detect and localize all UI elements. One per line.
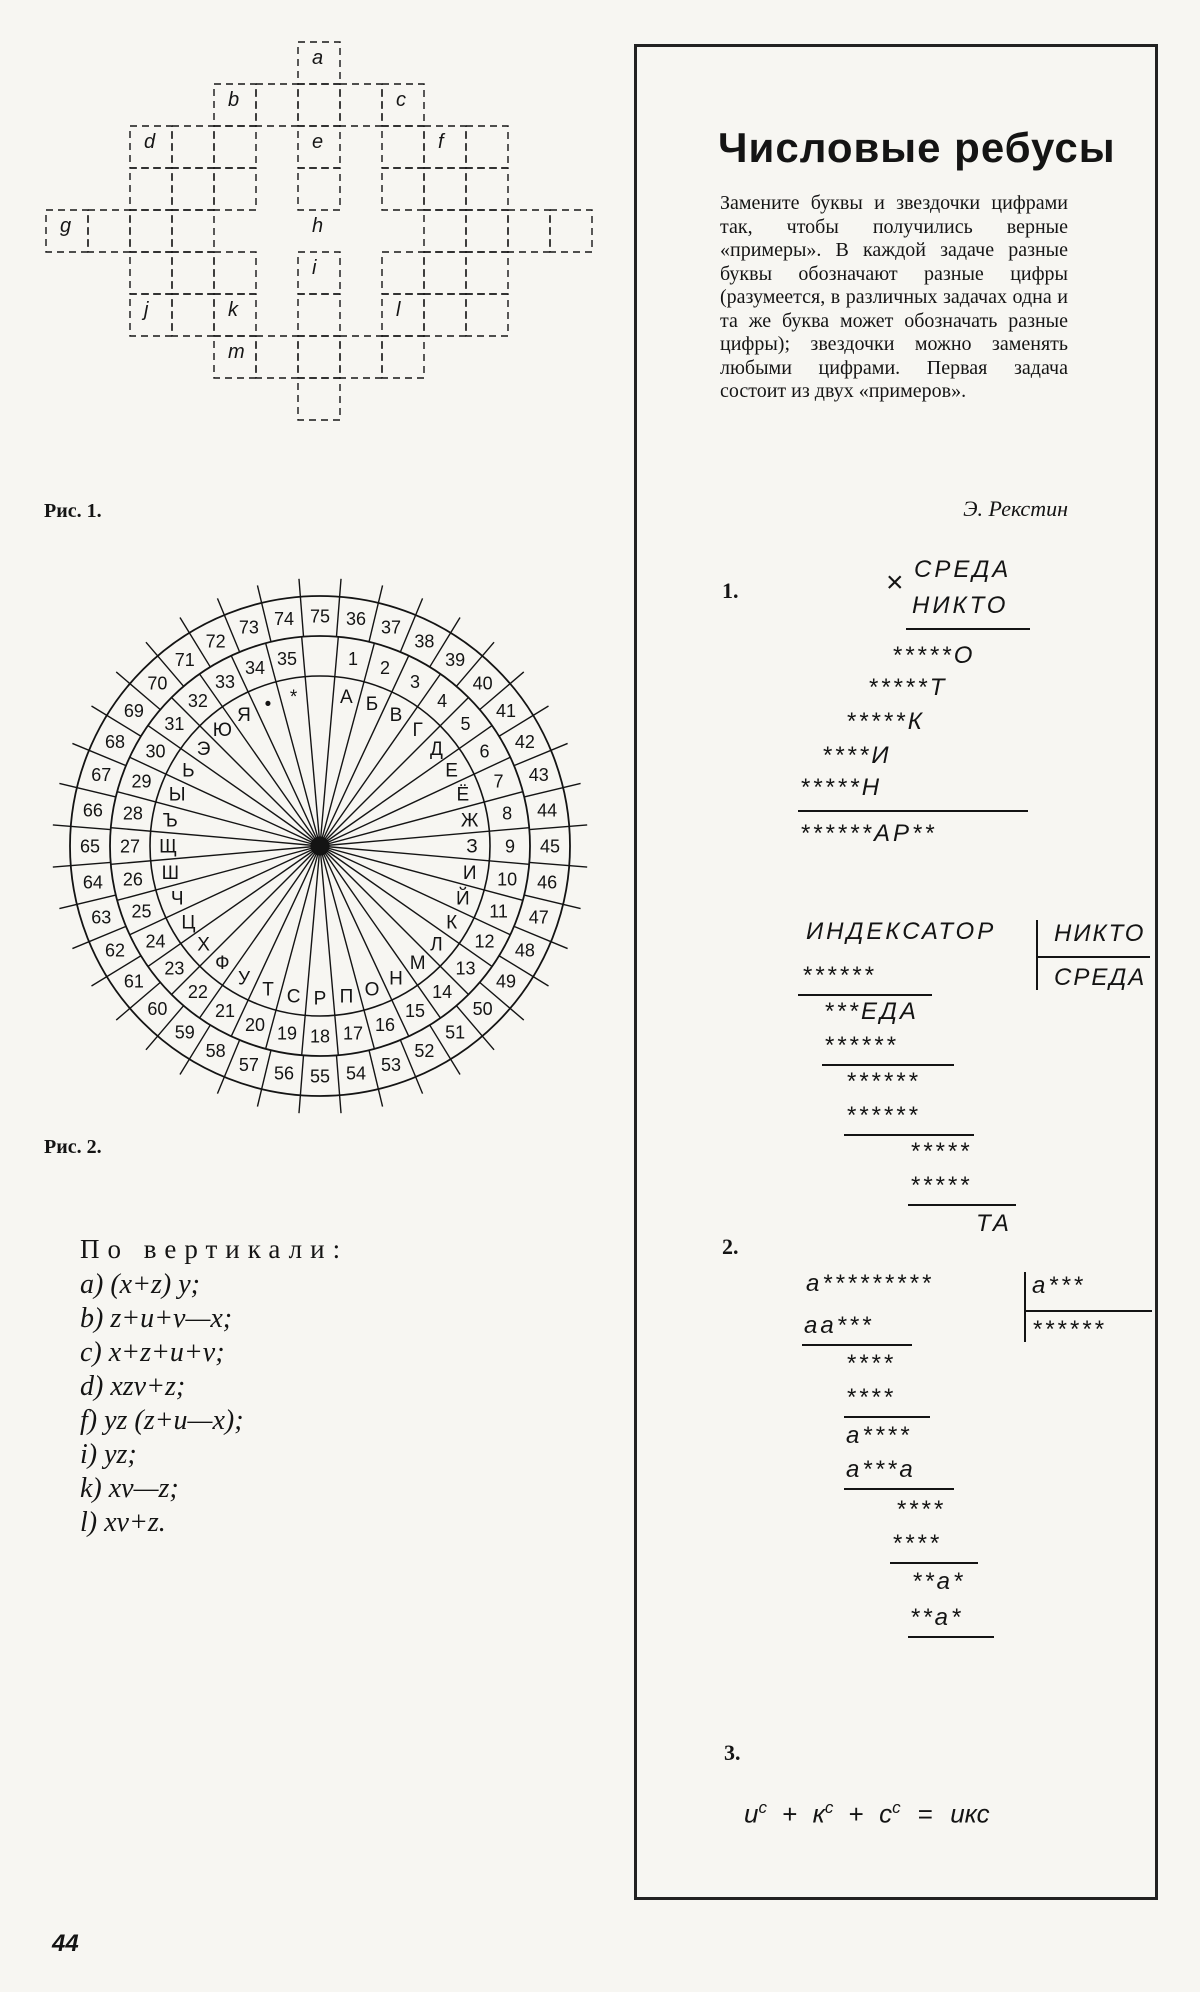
wheel-outer-number: 69	[123, 701, 144, 722]
wheel-outer-number: 50	[472, 998, 493, 1019]
wheel-letter: •	[264, 693, 272, 715]
wheel-tick	[257, 585, 271, 641]
wheel-outer-number: 53	[381, 1055, 402, 1076]
wheel-inner-number: 17	[342, 1023, 364, 1044]
clue-f: f) yz (z+u—x);	[80, 1405, 244, 1436]
wheel-spoke	[320, 671, 440, 846]
div2-row-6: ****	[896, 1496, 946, 1523]
crossword-cell-letter: f	[438, 131, 444, 153]
wheel-spoke	[200, 846, 320, 1018]
wheel-letter: Д	[430, 738, 443, 760]
crossword-cell	[382, 294, 424, 336]
clue-a: a) (x+z) y;	[80, 1269, 200, 1300]
wheel-letter: В	[389, 705, 403, 727]
term-1-base: и	[744, 1798, 759, 1829]
wheel-inner-number: 32	[187, 690, 208, 711]
div2-row-1: аа***	[804, 1312, 874, 1339]
wheel-inner-number: 27	[119, 836, 141, 857]
problem-2-number: 2.	[722, 1234, 739, 1259]
wheel-letter: Е	[445, 760, 458, 782]
problem-1-number: 1.	[722, 578, 739, 603]
mult-row-5: *****К	[846, 708, 925, 735]
wheel-inner-number: 4	[437, 690, 448, 711]
crossword-cell	[424, 210, 466, 252]
crossword-cell	[382, 126, 424, 168]
plus-sign-2: +	[848, 1798, 864, 1829]
mult-row-2: НИКТО	[912, 592, 1009, 619]
wheel-letter: К	[446, 912, 458, 934]
wheel-spoke	[231, 846, 320, 1036]
wheel-outer-number: 67	[91, 765, 112, 786]
vertical-clues	[80, 1232, 500, 1540]
wheel-spoke	[111, 828, 320, 846]
wheel-inner-number: 11	[489, 901, 508, 922]
wheel-outer-number: 36	[345, 609, 366, 630]
wheel-outer-number: 72	[205, 631, 226, 652]
div2-rule-3	[844, 1488, 954, 1490]
crossword-cell-letter: j	[144, 299, 149, 321]
wheel-spoke	[302, 637, 320, 846]
wheel-spoke	[320, 846, 409, 1036]
wheel-outer-number: 74	[274, 609, 295, 630]
wheel-letter: У	[237, 968, 251, 990]
div2-row-9: **а*	[910, 1604, 964, 1631]
wheel-outer-number: 63	[91, 907, 112, 928]
wheel-inner-number: 5	[460, 714, 471, 735]
clue-k: k) xv—z;	[80, 1473, 179, 1504]
wheel-outer-number: 42	[514, 731, 535, 752]
wheel-outer-number: 40	[472, 673, 493, 694]
div2-row-3: ****	[846, 1384, 896, 1411]
wheel-letter: Ю	[212, 720, 232, 742]
wheel-inner-number: 25	[131, 901, 152, 922]
wheel-letter: Ё	[456, 784, 470, 806]
wheel-letter: П	[339, 986, 354, 1008]
crossword-cell	[382, 168, 424, 210]
wheel-tick	[529, 825, 587, 830]
wheel-inner-number: 30	[145, 741, 166, 762]
figure-2-caption: Рис. 2.	[44, 1136, 102, 1158]
wheel-inner-number: 14	[432, 981, 453, 1002]
wheel-inner-number: 8	[502, 803, 513, 824]
wheel-inner-number: 23	[164, 958, 185, 979]
mult-row-3: *****О	[892, 642, 976, 669]
wheel-inner-number: 31	[164, 714, 185, 735]
crossword-cell	[172, 294, 214, 336]
wheel-spoke	[320, 846, 338, 1055]
wheel-spoke	[320, 637, 338, 846]
div1-bracket-h	[1036, 956, 1150, 958]
wheel-letter: Ж	[460, 810, 479, 832]
div1-remainder: ТА	[976, 1210, 1012, 1237]
crossword-cell	[424, 294, 466, 336]
crossword-cell	[424, 252, 466, 294]
div2-row-7: ****	[892, 1530, 942, 1557]
wheel-outer-number: 62	[105, 940, 126, 961]
crossword-cell-letter: e	[312, 131, 324, 153]
wheel-tick	[336, 1055, 341, 1113]
wheel-letter: Х	[197, 934, 210, 956]
term-1-exp: с	[758, 1798, 767, 1817]
wheel-inner-number: 12	[474, 931, 495, 952]
wheel-tick	[59, 783, 115, 797]
crossword-cell	[298, 378, 340, 420]
wheel-outer-number: 39	[445, 650, 466, 671]
wheel-tick	[53, 862, 111, 867]
wheel-inner-number: 10	[497, 869, 518, 890]
wheel-inner-number: 33	[214, 671, 236, 692]
wheel-letter: Г	[412, 720, 423, 742]
wheel-outer-number: 59	[174, 1022, 195, 1043]
term-2-base: к	[812, 1798, 825, 1829]
div2-rule-5	[908, 1636, 994, 1638]
wheel-outer-number: 73	[238, 617, 259, 638]
crossword-cell	[256, 84, 298, 126]
wheel-outer-number: 71	[174, 650, 195, 671]
crossword-cell	[298, 252, 340, 294]
wheel-tick	[299, 1055, 304, 1113]
wheel-spoke	[320, 656, 409, 846]
wheel-letter: Ы	[168, 784, 186, 806]
crossword-cell	[466, 210, 508, 252]
wheel-letter: Я	[237, 705, 251, 727]
wheel-spoke	[111, 846, 320, 864]
wheel-letter: Т	[262, 979, 274, 1001]
equation-rhs: икс	[950, 1798, 990, 1829]
crossword-cell	[130, 252, 172, 294]
wheel-inner-number: 20	[245, 1014, 266, 1035]
clue-b: b) z+u+v—x;	[80, 1303, 233, 1334]
wheel-outer-number: 60	[147, 998, 168, 1019]
wheel-inner-number: 28	[122, 803, 143, 824]
wheel-inner-number: 21	[214, 1000, 236, 1021]
crossword-cell	[340, 84, 382, 126]
crossword-cell	[466, 126, 508, 168]
div1-divisor: НИКТО	[1054, 920, 1146, 947]
wheel-outer-number: 66	[82, 800, 103, 821]
wheel-tick	[529, 862, 587, 867]
wheel-outer-number: 68	[105, 731, 126, 752]
crossword-cell	[172, 168, 214, 210]
crossword-cell	[88, 210, 130, 252]
wheel-spoke	[117, 792, 320, 846]
wheel-letter: О	[364, 979, 380, 1001]
wheel-letter: М	[409, 953, 426, 975]
term-2-exp: с	[824, 1798, 834, 1817]
wheel-outer-number: 54	[345, 1063, 366, 1084]
wheel-outer-number: 64	[82, 872, 103, 893]
div2-row-5: а***а	[846, 1456, 916, 1483]
wheel-inner-number: 35	[276, 649, 298, 670]
equals-sign: =	[917, 1798, 933, 1829]
problem-3-equation	[744, 1798, 990, 1830]
div1-rule-1	[798, 994, 932, 996]
div1-row-6: *****	[910, 1138, 972, 1165]
mult-rule-2	[798, 810, 1028, 812]
wheel-spoke	[320, 846, 510, 935]
wheel-inner-number: 3	[409, 671, 421, 692]
wheel-letter: Ч	[170, 888, 184, 910]
crossword-cell-letter: g	[60, 215, 72, 237]
term-3-exp: с	[892, 1798, 901, 1817]
wheel-letter: И	[462, 863, 477, 885]
crossword-cell	[466, 294, 508, 336]
wheel-outer-number: 48	[514, 940, 535, 961]
crossword-cell-letter: m	[228, 341, 245, 363]
div1-row-4: ******	[846, 1068, 921, 1095]
clue-i: i) yz;	[80, 1439, 137, 1470]
crossword-cell	[340, 336, 382, 378]
crossword-cell-letter: i	[312, 257, 317, 279]
mult-row-7: *****Н	[800, 774, 883, 801]
div2-bracket-h	[1024, 1310, 1152, 1312]
crossword-cell	[172, 126, 214, 168]
crossword-cell-letter: k	[228, 299, 238, 321]
crossword-cell	[214, 126, 256, 168]
wheel-spoke	[320, 846, 529, 864]
wheel-outer-number: 45	[539, 836, 561, 857]
div2-rule-1	[802, 1344, 912, 1346]
wheel-inner-number: 22	[187, 981, 208, 1002]
div2-quotient: ******	[1032, 1316, 1107, 1343]
wheel-inner-number: 9	[504, 836, 516, 857]
wheel-letter: Б	[365, 693, 379, 715]
wheel-spoke	[320, 757, 513, 846]
wheel-inner-number: 16	[374, 1014, 395, 1035]
wheel-spoke	[130, 846, 320, 935]
wheel-tick	[524, 783, 580, 797]
wheel-tick	[336, 579, 341, 637]
crossword-cell	[550, 210, 592, 252]
crossword-cell	[172, 210, 214, 252]
crossword-cell-letter: b	[228, 89, 240, 111]
wheel-letter: Ш	[161, 863, 180, 885]
div2-bracket-v	[1024, 1272, 1026, 1342]
div2-rule-4	[890, 1562, 978, 1564]
wheel-spoke	[320, 643, 374, 846]
wheel-outer-number: 58	[205, 1041, 226, 1062]
crossword-cell	[466, 168, 508, 210]
wheel-letter: Э	[196, 738, 211, 760]
multiply-sign: ×	[886, 566, 907, 599]
wheel-spoke	[117, 846, 320, 900]
crossword-cell-letter: a	[312, 47, 324, 69]
wheel-tick	[257, 1050, 271, 1106]
wheel-outer-number: 51	[445, 1022, 466, 1043]
div1-bracket-v	[1036, 920, 1038, 990]
panel-title: Числовые ребусы	[718, 124, 1116, 171]
wheel-hub	[311, 837, 329, 855]
number-wheel	[40, 566, 600, 1126]
wheel-outer-number: 56	[274, 1063, 295, 1084]
crossword-cell	[508, 210, 550, 252]
wheel-inner-number: 6	[479, 741, 490, 762]
panel-intro: Замените буквы и звездочки цифрами так, чтобы получились верные «примеры». В каждой задаче разные буквы обозначают разные цифры (разумеется, в различных задачах одна и та же буква может обозначать разные цифры); звездочки можно заменять любыми цифрами. Первая задача состоит из двух «примеров».	[720, 192, 1068, 402]
mult-row-6: ****И	[822, 742, 892, 769]
mult-rule-1	[906, 628, 1030, 630]
wheel-outer-number: 38	[414, 631, 435, 652]
crossword-cell	[130, 210, 172, 252]
div1-rule-3	[844, 1134, 974, 1136]
wheel-outer-number: 65	[79, 836, 101, 857]
crossword-cell-letter: d	[144, 131, 156, 153]
wheel-letter: З	[466, 836, 478, 858]
wheel-inner-number: 1	[347, 649, 359, 670]
crossword-cell	[214, 252, 256, 294]
wheel-outer-number: 37	[381, 617, 402, 638]
crossword-cell	[256, 336, 298, 378]
wheel-tick	[299, 579, 304, 637]
wheel-outer-number: 55	[309, 1066, 331, 1087]
clue-c: c) x+z+u+v;	[80, 1337, 225, 1368]
crossword-cell	[298, 84, 340, 126]
wheel-spoke	[320, 846, 523, 900]
clue-l: l) xv+z.	[80, 1507, 166, 1538]
div1-rule-4	[908, 1204, 1016, 1206]
wheel-inner-number: 15	[404, 1000, 426, 1021]
clue-d: d) xzv+z;	[80, 1371, 186, 1402]
plus-sign-1: +	[782, 1798, 798, 1829]
wheel-inner-number: 26	[122, 869, 143, 890]
div1-quotient: СРЕДА	[1054, 964, 1147, 991]
wheel-inner-number: 7	[493, 771, 504, 792]
mult-row-4: *****Т	[868, 674, 948, 701]
wheel-spoke	[231, 656, 320, 846]
crossword-cell	[382, 252, 424, 294]
page-number: 44	[52, 1930, 79, 1957]
wheel-outer-number: 57	[238, 1055, 259, 1076]
figure-1-caption: Рис. 1.	[44, 500, 102, 522]
problem-3-number: 3.	[724, 1740, 741, 1765]
div2-divisor: а***	[1032, 1272, 1086, 1299]
wheel-spoke	[302, 846, 320, 1055]
crossword-cell	[214, 168, 256, 210]
wheel-spoke	[266, 643, 320, 846]
div1-row-3: ******	[824, 1032, 899, 1059]
mult-result: ******АР**	[800, 820, 937, 847]
div2-rule-2	[844, 1416, 930, 1418]
wheel-letter: Щ	[159, 836, 177, 858]
div1-row-1: ******	[802, 962, 877, 989]
term-3-base: с	[879, 1798, 893, 1829]
vertical-title: По вертикали:	[80, 1234, 349, 1264]
div1-row-5: ******	[846, 1102, 921, 1129]
crossword-cell	[298, 294, 340, 336]
wheel-inner-number: 34	[245, 657, 266, 678]
crossword-cell	[424, 126, 466, 168]
wheel-letter: Л	[430, 934, 443, 956]
wheel-inner-number: 13	[455, 958, 476, 979]
wheel-inner-number: 2	[379, 657, 390, 678]
wheel-letter: Ъ	[162, 810, 178, 832]
crossword-cell	[424, 168, 466, 210]
wheel-inner-number: 24	[145, 931, 166, 952]
crossword-cell-letter: c	[396, 89, 406, 111]
wheel-letter: Н	[389, 968, 403, 990]
crossword-cell	[172, 252, 214, 294]
wheel-outer-number: 47	[528, 907, 549, 928]
wheel-spoke	[320, 792, 523, 846]
wheel-outer-number: 61	[123, 971, 144, 992]
div1-row-7: *****	[910, 1172, 972, 1199]
crossword-cell-letter: h	[312, 215, 324, 237]
div2-row-2: ****	[846, 1350, 896, 1377]
mult-row-1: СРЕДА	[914, 556, 1012, 583]
crossword-cell	[130, 168, 172, 210]
wheel-letter: С	[286, 986, 301, 1008]
wheel-letter: А	[340, 686, 353, 708]
wheel-inner-number: 18	[309, 1026, 331, 1047]
wheel-outer-number: 44	[537, 800, 558, 821]
div2-dividend: а*********	[806, 1270, 934, 1297]
div1-rule-2	[822, 1064, 954, 1066]
crossword-cell	[382, 336, 424, 378]
div1-dividend: ИНДЕКСАТОР	[806, 918, 997, 945]
div1-row-2: ***ЕДА	[824, 998, 919, 1025]
crossword-cell	[466, 252, 508, 294]
wheel-spoke	[266, 846, 320, 1049]
wheel-outer-number: 46	[537, 872, 558, 893]
crossword-cell	[298, 168, 340, 210]
wheel-outer-number: 75	[309, 606, 331, 627]
wheel-tick	[53, 825, 111, 830]
wheel-spoke	[130, 757, 320, 846]
wheel-outer-number: 49	[496, 971, 517, 992]
div2-row-8: **а*	[912, 1568, 966, 1595]
crossword-cell	[130, 294, 172, 336]
wheel-letter: Й	[456, 888, 470, 910]
wheel-letter: Ф	[215, 953, 230, 975]
wheel-letter: Р	[313, 988, 327, 1010]
crossword-grid	[40, 36, 610, 506]
wheel-letter: Ь	[182, 760, 195, 782]
panel-author: Э. Рекстин	[963, 496, 1068, 521]
wheel-letter: Ц	[181, 912, 196, 934]
wheel-outer-number: 70	[147, 673, 168, 694]
crossword-cell	[298, 336, 340, 378]
wheel-spoke	[200, 671, 320, 846]
crossword-cell-letter: l	[396, 299, 401, 321]
wheel-outer-number: 43	[528, 765, 549, 786]
wheel-inner-number: 29	[131, 771, 152, 792]
div2-row-4: а****	[846, 1422, 912, 1449]
wheel-inner-number: 19	[276, 1023, 298, 1044]
wheel-spoke	[320, 846, 374, 1049]
wheel-outer-number: 52	[414, 1041, 435, 1062]
wheel-letter: *	[289, 686, 298, 708]
wheel-spoke	[320, 828, 529, 846]
wheel-outer-number: 41	[496, 701, 517, 722]
